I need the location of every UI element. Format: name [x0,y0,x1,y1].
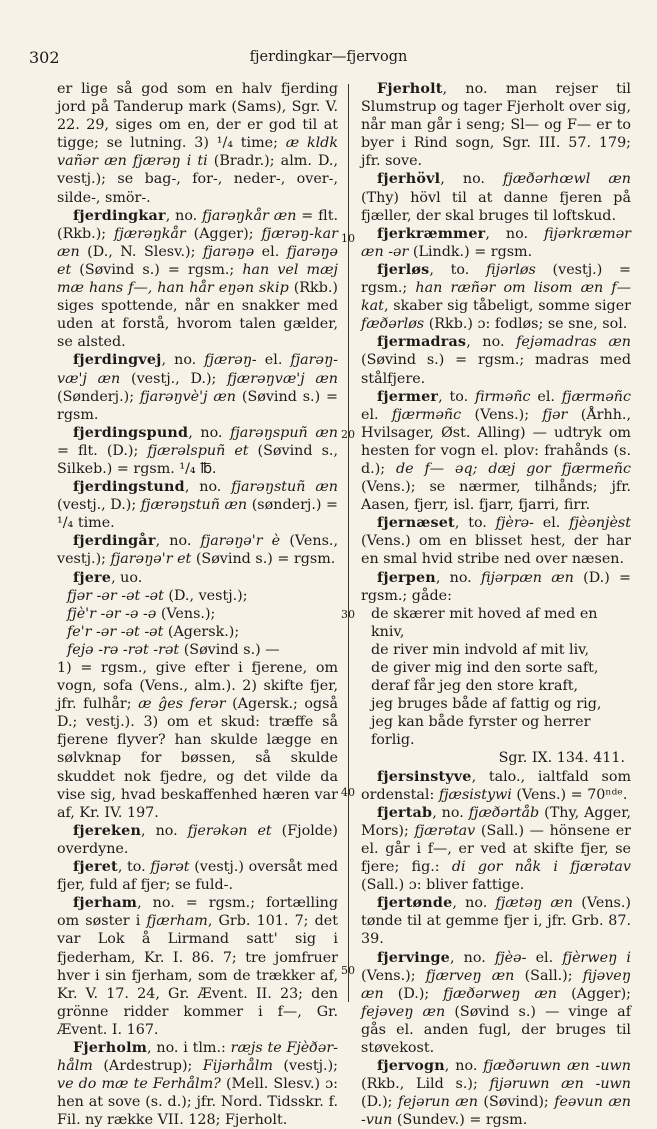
dialect-form: fijərløs [486,261,536,278]
entry-text: jeg kan både fyrster og herrer forlig. [371,714,591,749]
dialect-form: han ræñər om lisom æn f— kat [361,280,631,315]
entry-text: , no. [466,334,517,351]
entry-text: de river min indvold af mit liv, [371,641,590,658]
dialect-form: fjæðərweŋ æn [443,985,557,1002]
dialect-form: fjarəŋə [202,243,255,260]
entry-text: , no. [452,895,496,912]
entry-text: (Århh., Hvilsager, Øst. Alling) — udtryk om hesten for vogn el. plov: frahånds (s. d.); [361,406,631,477]
verse-line [361,677,631,695]
headword: fjervogn [377,1058,445,1075]
dictionary-entry [361,804,631,894]
entry-text: , no. = rgsm.; fortælling om søster i [57,895,338,930]
line-number: 30 [341,608,355,621]
entry-text: = flt. (D.); [57,442,148,459]
dialect-form: fejəveŋ æn [361,1003,446,1020]
dialect-form: fijəveŋ æn [361,967,631,1002]
verse-line [361,659,631,677]
column-divider [348,84,349,1002]
line-number: 40 [341,786,355,799]
dialect-form: fjèrə- [495,515,534,532]
dialect-form: fjarəŋspuñ æn [230,424,338,441]
dictionary-entry [57,532,338,568]
dialect-form: fjèə- [494,949,527,966]
dictionary-entry [361,1057,631,1129]
dialect-form: fjarəŋkår æn [202,207,297,224]
dialect-form: fejə -rə -rət -rət [67,641,180,658]
entry-text: (Søvind s.) = rgsm.; madras med stålfjere. [361,352,631,387]
dialect-form: fjætəŋ æn [495,895,574,912]
dictionary-entry [57,894,338,1039]
dictionary-entry [57,207,338,352]
dialect-form: æ kldk vañər æn fjærəŋ i ti [57,135,338,170]
dialect-form: fjèrweŋ i [562,949,631,966]
verse-line [57,623,338,641]
entry-text: (Fjolde) overdyne. [57,822,338,857]
entry-text: , no. i tlm.: [147,1039,231,1056]
entry-text: (Rkb.) siges spottende, når en snakker med uden at forstå, hvorom talen gælder, se alsted. [57,280,338,351]
right-column [361,80,631,1129]
dialect-form: fjærveŋ æn [425,967,515,984]
dialect-form: ræjs te Fjèðər-hålm [57,1039,338,1075]
entry-text: , to. [429,261,487,278]
entry-text: (Søvind s., Silkeb.) = rgsm. ¹/₄ ℔. [57,442,338,477]
headword: fjervinge [377,949,450,966]
entry-text: (Vens.); [461,406,543,423]
entry-text: (Thy, Agger, Mors); [361,804,631,839]
dictionary-entry [57,822,338,858]
entry-text: (Vens.); [156,605,216,622]
entry-text: jeg bruges både af fattig og rig, [371,696,602,713]
entry-text: , skaber sig tåbeligt, somme siger [383,298,631,315]
headword: fjeret [73,859,118,876]
dictionary-entry [57,569,338,587]
headword: fjermer [377,388,439,405]
entry-text: , no. [440,171,504,188]
dialect-form: fjarəŋə'r et [110,551,192,568]
entry-text: (Vens.); [361,967,426,984]
verse-line [361,695,631,713]
line-number: 50 [341,964,355,977]
verse-source [361,749,631,767]
entry-text: , no. [184,479,232,496]
entry-text: , uo. [111,569,143,586]
dictionary-entry [361,80,631,170]
entry-text: (Vens.); se nærmer, tilhånds; jfr. Aasen, fjerr, isl. fjarr, fjarri, firr. [361,479,631,514]
entry-continuation [57,80,338,207]
headword: Fjerholt [377,81,443,97]
entry-text: 1) = rgsm., give efter i fjerene, om vogn, sofa (Vens., alm.). 2) skifte fjer, jfr. fulhår; [57,660,338,713]
entry-text: (vestj.) oversåt med fjer, fuld af fjer; se fuld-. [57,859,338,894]
dialect-form: fjærəŋ-kar æn [57,225,338,260]
entry-text: , no. [432,804,469,821]
entry-text: , no. [155,533,201,550]
headword: fjerdingår [73,533,156,550]
dialect-form: fjæðərtåb [468,804,540,821]
left-column [57,80,338,1129]
line-number: 10 [341,232,355,245]
dictionary-entry [57,478,338,532]
headword: fjerdingvej [73,352,162,369]
entry-text: (Agger); [557,985,631,1002]
entry-text: el. [526,949,563,966]
headword: fjerdingstund [73,479,185,496]
headword: fjerløs [377,261,430,278]
dialect-form: fjæsistywi [438,786,512,803]
dictionary-entry [57,1039,338,1129]
dialect-form: fjæðərhœwl æn [503,171,631,188]
entry-text: (Rkb., Lild s.); [361,1076,490,1093]
dictionary-entry [361,569,631,605]
entry-text: (Ardestrup); [92,1058,203,1075]
entry-text: de giver mig ind den sorte saft, [371,660,599,676]
entry-text: (vestj., D.); [57,497,141,514]
dialect-form: fijəruwn æn -uwn [489,1076,631,1093]
entry-text: (Søvind); [477,1094,555,1111]
entry-text: (sønderj.) = ¹/₄ time. [57,497,339,532]
dialect-form: fjærəŋvæ'j æn [227,370,338,387]
dialect-form: ve do mæ te Ferhålm? [57,1076,221,1093]
dialect-form: fjærməñc [561,388,631,405]
dialect-form: fjər [542,406,568,423]
dialect-form: fe'r -ər -ət -ət [67,623,164,640]
entry-text: (Rkb.) ɔ: fodløs; se sne, sol. [424,316,628,333]
entry-text: (Thy) hövl til at danne fjeren på fjæller, der skal bruges til loftskud. [361,189,631,224]
entry-text: (D., vestj.); [163,587,248,604]
entry-text: , no. [485,225,544,242]
entry-text: (Sønderj.); [57,388,140,405]
entry-text: = flt. (Rkb.); [57,207,338,242]
entry-text: (Vens., vestj.); [57,533,338,568]
dialect-form: fejəmadras æn [516,334,632,351]
entry-text: er lige så god som en halv fjerding jord på Tanderup mark (Sams), Sgr. V. 22. 29, siges om en, der er god til at tigge; se lutning. 3) ¹/₄ time; [57,81,338,152]
entry-text: (Lindk.) = rgsm. [408,243,533,260]
dialect-form: han vel mæj mæ hans f—, han hår eŋən skip [57,261,338,297]
entry-text: (Sall.) — hönsene er el. går i f—, er ved at skifte fjer, se fjere; fig.: [361,822,631,876]
running-head: fjerdingkar—fjervogn [249,49,408,65]
dialect-form: fjærməñc [391,406,462,423]
verse-line [57,587,338,605]
entry-text: , talo., ialtfald som ordenstal: [361,768,631,803]
dictionary-entry [57,351,338,423]
verse-line [361,641,631,659]
entry-text: (Agersk.; også D.; vestj.). 3) om et skud: træffe så fjerene flyver? han skulde lægge en sølvknap for bøssen, så skulde skuddet nok fjedre, og det vilde da vise sig, hvad beskaffenhed hæren var af, Kr. IV. 197. [57,696,338,821]
dialect-form: Fijərhålm [202,1058,273,1075]
entry-continuation [57,659,338,822]
dictionary-entry [57,424,338,478]
headword: fjertønde [377,895,453,912]
dialect-form: firməñc [474,388,531,405]
dictionary-entry [361,514,631,568]
headword: fjerpen [377,569,436,586]
dictionary-entry [361,949,631,1058]
page-number: 302 [29,48,60,67]
entry-text: , no. [161,352,205,369]
entry-text: (Sall.); [514,967,583,984]
dialect-form: de f— əq; dæj gor fjærmeñc [396,460,631,477]
entry-text: (Bradr.); alm. D., vestj.); se bag-, for-, neder-, over-, silde-, smör-. [57,153,339,206]
dialect-form: fjærəŋkår [114,225,186,242]
entry-text: (vestj., D.); [120,370,228,387]
entry-text: (Søvind s.) = rgsm. [191,551,336,568]
verse-line [57,641,338,659]
dictionary-entry [361,261,631,333]
dialect-form: fjærətav [414,822,476,839]
entry-text: , no. [435,569,481,586]
dictionary-entry [361,388,631,515]
entry-text: (Agersk.); [163,623,240,640]
dialect-form: fjerəkən et [187,822,272,839]
entry-text: , to. [438,388,475,405]
headword: fjerham [73,895,138,912]
dialect-form: fjæðəruwn æn -uwn [483,1058,631,1075]
headword: fjertab [377,804,433,821]
dialect-form: fjarəŋə et [57,243,338,278]
entry-text: (Søvind s.) = rgsm.; [71,261,243,278]
entry-text: , no. [188,424,231,441]
dialect-form: fjærəlspuñ et [147,442,249,459]
headword: fjereken [73,822,142,839]
headword: fjermadras [377,334,467,351]
dialect-form: fjərət [150,859,190,876]
dialect-form: fjarəŋvè'j æn [139,388,237,405]
entry-text: el. [254,243,287,260]
dialect-form: fjarəŋ-væ'j æn [57,352,338,387]
entry-text: (D.) = rgsm.; gåde: [361,569,631,604]
dictionary-entry [361,225,631,261]
entry-text: (vestj.) = rgsm.; [361,261,632,297]
entry-text: (D.); [361,1094,398,1111]
dictionary-entry [361,170,631,224]
entry-text: (Vens.) tønde til at gemme fjer i, jfr. Grb. 87. 39. [361,895,631,948]
entry-text: (Agger); [185,225,262,242]
entry-text: (Mell. Slesv.) ɔ: hen at sove (s. d.); jfr. Nord. Tidsskr. f. Fil. ny række VII. 128; Fjerholt. [57,1076,338,1129]
dictionary-entry [361,894,631,948]
headword: fjerhövl [377,171,441,188]
dictionary-entry [361,768,631,804]
entry-text: (Søvind s.) — [179,641,280,658]
dialect-form: fjarəŋstuñ æn [231,479,338,496]
verse-line [361,605,631,641]
entry-text: (Sall.) ɔ: bliver fattige. [361,877,525,894]
entry-text: (D.); [383,985,444,1002]
headword: fjerkræmmer [377,225,486,242]
dialect-form: fjər -ər -ət -ət [67,587,164,604]
headword: fjernæset [377,515,455,532]
entry-text: , no. [141,822,188,839]
dialect-form: fjarəŋə'r è [200,533,281,550]
dialect-form: feəvun æn -vun [361,1094,631,1129]
dictionary-entry [361,333,631,387]
entry-text: , Grb. 101. 7; det var Lok å Lirmand satt' sig i fjederham, Kr. I. 86. 7; tre jomfruer hver i sin fjerham, som de trækker af, Kr. V. 17. 24, Gr. Ævent. II. 23; den grönne ridder kommer i f—, Gr. Ævent. I. 167. [57,913,339,1038]
entry-text: , to. [454,515,496,532]
verse-line [361,713,631,749]
headword: fjere [73,569,112,586]
dialect-form: fjærəŋ- [204,352,257,369]
dialect-form: fejərun æn [397,1094,478,1111]
verse-line [57,605,338,623]
dialect-form: fjèənjèst [569,515,632,532]
dialect-form: fjè'r -ər -ə -ə [67,605,157,622]
headword: Fjerholm [73,1039,148,1056]
entry-text: el. [361,406,392,423]
entry-text: (vestj.); [272,1058,338,1075]
entry-text: el. [256,352,291,369]
entry-text: , no. [444,1058,484,1075]
entry-text: , no. [449,949,495,966]
entry-text: (Søvind s.) = rgsm. [57,388,338,423]
dialect-form: fjærham [146,913,208,930]
headword: fjerdingspund [73,424,189,441]
entry-text: (Vens.) om en blisset hest, der har en smal hvid stribe ned over næsen. [361,533,631,568]
entry-text: Sgr. IX. 134. 411. [498,750,625,767]
entry-text: el. [533,515,570,532]
dialect-form: æ ĝes ferər [138,696,226,713]
entry-text: (Vens.) = 70ⁿᵈᵉ. [511,786,628,803]
headword: fjersinstyve [377,768,472,785]
dialect-form: fijərpæn æn [480,569,574,586]
entry-text: , no. [165,207,203,224]
entry-text: , no. man rejser til Slumstrup og tager Fjerholt over sig, når man går i seng; Sl— og F— er to byer i Rind sogn, Sgr. III. 57. 179; jfr. sove. [361,81,631,170]
dialect-form: di gor nåk i fjærətav [451,859,631,876]
dialect-form: fijərkræmər æn -ər [361,225,631,260]
entry-text: deraf får jeg den store kraft, [371,678,579,695]
headword: fjerdingkar [73,207,166,224]
dialect-form: fjærəŋstuñ æn [140,497,248,514]
entry-text: el. [530,388,562,405]
entry-text: (Sundev.) = rgsm. [392,1112,528,1129]
dictionary-entry [57,858,338,894]
entry-text: (Søvind s.) — vinge af gås el. anden fugl, der bruges til støvekost. [361,1003,631,1056]
entry-text: , to. [117,859,151,876]
dialect-form: fæðərløs [361,316,425,333]
line-number: 20 [341,428,355,441]
entry-text: (D., N. Slesv.); [79,243,203,260]
entry-text: de skærer mit hoved af med en kniv, [371,605,598,640]
